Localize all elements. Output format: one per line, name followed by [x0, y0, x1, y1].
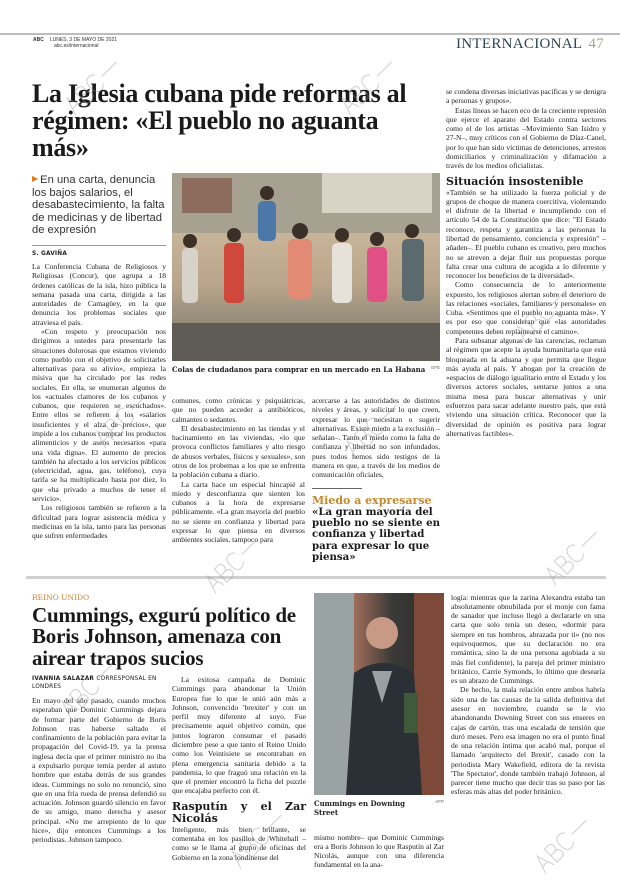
article-1-body	[32, 173, 440, 564]
divider	[32, 245, 166, 246]
paragraph: La Conferencia Cubana de Religiosos y Religiosas (Concur), que agrupa a 18 órdenes católicas de la isla, hizo pública la semana pasada una carta, dirigida a las autoridades de Camagüey, en la que denuncia los problemas sociales que atraviesa el país.	[32, 261, 166, 327]
paragraph: mismo nombre– que Dominic Cummings era a Boris Johnson lo que Rasputín al Zar Nicolás, aunque con una diferencia fundamental en la ana-	[314, 832, 444, 870]
deck-text: En una carta, denuncia los bajos salarios, el desabastecimiento, la falta de medicinas y de libertad de expresión	[32, 174, 165, 237]
article-kicker: REINO UNIDO	[32, 592, 90, 602]
paragraph: acercarse a las autoridades de distintos niveles y áreas, y solicitar lo que creen, expresar lo que necesitan o sugerir alternativas. Existe miedo a la exclusión –señalan–. Tanto el miedo como la falta de confianza y libertad no son infundados, pues todos hemos sido testigos de la manera en que, a través de los medios de comunicación oficiales,	[312, 396, 440, 480]
photo-illustration	[314, 593, 444, 795]
paragraph: se condena diversas iniciativas pacíficas y se denigra a personas y grupos».	[446, 87, 606, 106]
cummings-photo	[314, 593, 444, 795]
subheading: Situación insostenible	[446, 174, 584, 188]
article-2-main	[32, 593, 306, 862]
section-url: abc.es/internacional	[54, 43, 99, 49]
header-rule	[0, 33, 620, 35]
section-name: INTERNACIONAL	[456, 36, 583, 52]
paragraph: Como consecuencia de lo anteriormente expuesto, los religiosos alertan sobre el deterioro de las relaciones «sociales, familiares y personales» en Cuba. «Sentimos que el pueblo no aguanta más». Y es por eso que consideran que «las autoridades competentes deben replantearse el camino».	[446, 280, 606, 336]
header-meta	[33, 37, 117, 49]
article2-column-1	[32, 696, 166, 845]
issue-date: LUNES, 3 DE MAYO DE 2021	[49, 37, 117, 43]
article-1-left-column	[32, 173, 166, 540]
section-header	[456, 36, 604, 53]
brand: ABC	[33, 37, 44, 43]
triangle-bullet-icon: ▶	[32, 174, 39, 183]
article-2	[0, 579, 620, 890]
photo-caption-2: Cummings en Downing Street	[314, 798, 405, 817]
article-headline: La Iglesia cubana pide reformas al régimen: «El pueblo no aguanta más»	[32, 79, 407, 162]
article-column-4	[446, 87, 606, 438]
article-column-1	[32, 262, 166, 540]
article2-column-4	[451, 593, 605, 797]
pullquote-rule	[312, 488, 362, 489]
pullquote-kicker: Miedo a expresarse	[312, 493, 432, 507]
article-1-photo-area	[172, 173, 440, 564]
page-number: 47	[588, 36, 604, 52]
paragraph: «También se ha utilizado la fuerza policial y de grupos de choque de manera coercitiva, violentando el disfrute de la libertad e incumpliendo con el artículo 54 de la Constitución que dice: "El Estado reconoce, respeta y garantiza a las personas la libertad de pensamiento, conciencia y expresión" –añaden–. El pueblo cubano es creativo, pero muchos no se atreven a dejar fluir sus propuestas porque falta crear una cultura de acogida a lo diferente y reconocer los beneficios de la diversidad».	[446, 187, 606, 281]
photo-illustration	[172, 173, 440, 361]
paragraph: De hecho, la mala relación entre ambos habría sido una de las causas de la salida definitiva del asesor en noviembre, cuando se le vio abandonando Downing Street con sus enseres en cajas de cartón, tras una escalada de tensión que duró meses. Pero esa imagen no era el punto final de una relación íntima que acabó mal, porque el llamado 'arquitecto del Brexit', casado con la periodista Mary Wakefield, editora de la revista 'The Spectator', donde también trabajó Johnson, al parecer tiene mucho que decir tras su paso por las esferas más altas del poder británico.	[451, 685, 605, 797]
paragraph: En mayo del año pasado, cuando muchos esperaban que Dominic Cummings dejara de formar parte del Gobierno de Boris Johnson tras haberse saltado el confinamiento de la población para evitar la propagación del Covid-19, ya la prensa inglesa decía que el primer ministro no iba a expulsarlo porque temía perder al astuto hombre que estaba detrás de sus grandes ideas. Cummings no solo no renunció, sino que en una fría rueda de prensa defendió su actuación. Johnson guardó silencio en favor de su amigo, mano derecha y asesor principal. «No me arrepiento de lo que hice», dijo entonces Cummings a los periodistas. Johnson tampoco.	[32, 696, 166, 845]
article-column-2	[172, 396, 305, 545]
article-1-main	[32, 80, 440, 564]
pullquote-text: «La gran mayoría del pueblo no se siente en confianza y libertad para expresar lo que piensa»	[312, 505, 440, 564]
byline: S. GAVIÑA	[32, 250, 68, 257]
article-headline-2: Cummings, exgurú político de Boris Johnson, amenaza con airear trapos sucios	[32, 602, 296, 670]
article-1-lower-columns	[172, 396, 440, 564]
article2-column-3	[314, 833, 444, 870]
photo-credit-2: AFP	[435, 798, 444, 804]
paragraph: logía: mientras que la zarina Alexandra estaba tan absolutamente obnubilada por el monje con fama de sanador que incluso llegó a declararle en una carta que solo tenía un deseo, «dormir para siempre en tus hombros, abrazada por ti» (no nos equivoquemos, que su declaración no era romántica, sino la de una persona agobiada a su más fiel confidente), la pareja del primer ministro británico, Carrie Symonds, lo último que desearía es un abrazo de Cummings.	[451, 592, 605, 686]
paragraph: La carta hace un especial hincapié al miedo y desconfianza que sienten los cubanos a la hora de expresarse públicamente. «La gran mayoría del pueblo no se siente en confianza y libertad para expresar lo que piensa en diversos ambientes sociales, tampoco para	[172, 479, 305, 545]
byline-name: IVANNIA SALAZAR	[32, 676, 95, 683]
subheading: Rasputín y el Zar Nicolás	[172, 799, 306, 825]
paragraph: comunes, como crónicas y psiquiátricas, que no pueden acceder a antibióticos, calmantes o sedantes.	[172, 396, 305, 424]
paragraph: El desabastecimiento en las tiendas y el hacinamiento en las viviendas, «lo que provoca conflictos familiares y alto riesgo de abusos verbales, físicos y sexuales», son otros de los probemas a los que se enfrenta la población cubana a diario.	[172, 423, 305, 480]
article-column-3-stack	[312, 396, 440, 564]
photo-caption-row	[172, 365, 440, 374]
paragraph: «Con respeto y preocupación nos dirigimos a ustedes para presentarle las situaciones dolorosas que estamos viviendo como pueblo con el objetivo de solicitarles alternativas para su alivio», empieza la misiva que ha circulado por las redes sociales. En ella, se enumeran algunos de los «actuales clamores de los cubanos y cubanos, que requieren se escuchados». Entre ellos se refieren a los «salarios insuficientes y el alza de precios», que impide a los cubanos comprar los productos alimenticios y de aseos necesarios «para una vida digna». El aumento de precios también ha afectado a los servicios públicos (electricidad, agua, gas, teléfono), cuya tarifa se ha multiplicado hasta por diez, lo que «ha privado a muchos de tener el servicio».	[32, 326, 166, 503]
article2-column-2	[172, 675, 306, 862]
paragraph: Los religiosos también se refieren a la dificultad para lograr asistencia médica y medicinas en la isla, tanto para las personas que sufren enfermedades	[32, 503, 166, 541]
byline-role: CORRESPONSAL EN LONDRES	[32, 676, 157, 691]
article-2-photo-column	[314, 593, 444, 870]
paragraph: Estas líneas se hacen eco de la creciente represión que ejerce el aparato del Estado contra sectores como el de los artistas –Movimiento San Isidro y 27-N–, muy críticos con el Gobierno de Díaz-Canel, por lo que han sido víctimas de detenciones, arrestos domiciliarios y criminalización y difamación a través de los medios oficialistas.	[446, 105, 606, 171]
photo-caption-row-2	[314, 799, 444, 817]
article2-column-1-stack	[32, 675, 166, 845]
article-column-3	[312, 396, 440, 480]
paragraph: La exitosa campaña de Dominic Cummings para abandonar la Unión Europea fue lo que le unió aún más a Johnson, convencido 'brexiter' y con un perfil muy diferente al suyo. Fue precisamente aquel objetivo común, que juntos lograron consumar el pasado diciembre pese a que tanto el Reino Unido como los Veintisiete se encontraban en plena emergencia sanitaria debido a la pandemia, lo que fraguó una relación en la que el premier encontró la ficha del puzzle que encajaba perfecto con él.	[172, 675, 306, 796]
paragraph: Inteligente, más bien brillante, se comentaba en los pasillos de Whitehall –como se le llama al grupo de oficinas del Gobierno en la zona londinense del	[172, 824, 306, 862]
photo-credit: EFE	[431, 365, 440, 370]
byline-2	[32, 675, 166, 691]
article-deck	[32, 173, 166, 237]
pullquote	[312, 494, 440, 564]
paragraph: Para subsanar algunas de las carencias, reclaman al régimen que acepte la ayuda humanitaria que está bloqueada en la aduana y que permita que llegue más ayuda al país. Y abogan por la creación de «espacios de diálogo igualitario entre el Estado y los diversos actores sociales, sentarse juntos a una misma mesa para buscar alternativas y unir esfuerzos para sacar adelante nuestro país, que está viviendo una situación crítica. Reconocer que la diversidad de opinión es positiva para lograr alternativas factibles».	[446, 336, 606, 438]
market-queue-photo	[172, 173, 440, 361]
photo-caption: Colas de ciudadanos para comprar en un mercado en La Habana	[172, 365, 426, 374]
article-2-columns	[32, 675, 306, 862]
